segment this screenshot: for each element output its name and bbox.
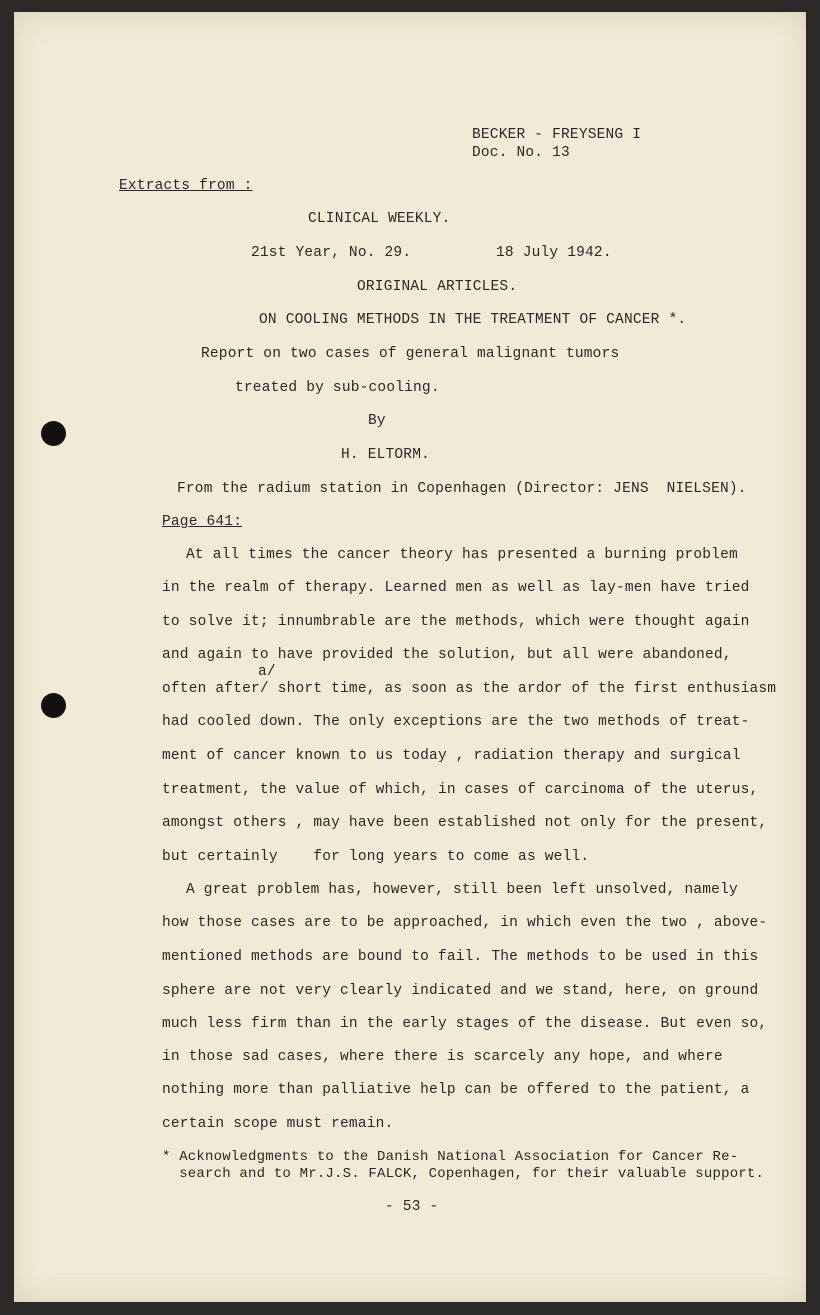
punch-hole (41, 693, 66, 718)
section-heading: ORIGINAL ARTICLES. (357, 279, 518, 295)
body-line: to solve it; innumbrable are the methods, which were thought again (162, 614, 750, 630)
body-line: treatment, the value of which, in cases of carcinoma of the uterus, (162, 782, 759, 798)
body-line: mentioned methods are bound to fail. The methods to be used in this (162, 949, 759, 965)
footnote: search and to Mr.J.S. FALCK, Copenhagen, for their valuable support. (162, 1166, 765, 1182)
body-line: ment of cancer known to us today , radiation therapy and surgical (162, 748, 741, 764)
by-line: By (368, 413, 386, 429)
body-line: amongst others , may have been established not only for the present, (162, 815, 768, 831)
body-line: often after/ short time, as soon as the ardor of the first enthusiasm (162, 681, 777, 697)
page-number: - 53 - (385, 1199, 439, 1215)
handwritten-insertion: a/ (258, 664, 276, 680)
issue-date: 18 July 1942. (496, 245, 612, 261)
issue-number: 21st Year, No. 29. (251, 245, 412, 261)
body-line: in the realm of therapy. Learned men as well as lay-men have tried (162, 580, 750, 596)
body-line: certain scope must remain. (162, 1116, 394, 1132)
document-number: Doc. No. 13 (472, 145, 570, 161)
article-subtitle: treated by sub-cooling. (235, 380, 440, 396)
body-line: sphere are not very clearly indicated and we stand, here, on ground (162, 983, 759, 999)
body-line: A great problem has, however, still been left unsolved, namely (186, 882, 738, 898)
body-line: At all times the cancer theory has presented a burning problem (186, 547, 738, 563)
page-reference: Page 641: (162, 514, 243, 530)
body-line: much less firm than in the early stages of the disease. But even so, (162, 1016, 768, 1032)
author-name: H. ELTORM. (341, 447, 431, 463)
punch-hole (41, 421, 66, 446)
body-line: how those cases are to be approached, in which even the two , above- (162, 915, 768, 931)
footnote: * Acknowledgments to the Danish National Association for Cancer Re- (162, 1149, 739, 1165)
body-line: nothing more than palliative help can be offered to the patient, a (162, 1082, 750, 1098)
affiliation: From the radium station in Copenhagen (Director: JENS NIELSEN). (177, 481, 747, 497)
extracts-label: Extracts from : (119, 178, 253, 194)
body-line: in those sad cases, where there is scarcely any hope, and where (162, 1049, 723, 1065)
journal-name: CLINICAL WEEKLY. (308, 211, 451, 227)
body-line: and again to have provided the solution, but all were abandoned, (162, 647, 732, 663)
article-title: ON COOLING METHODS IN THE TREATMENT OF CANCER *. (259, 312, 687, 328)
article-subtitle: Report on two cases of general malignant tumors (201, 346, 620, 362)
body-line: had cooled down. The only exceptions are the two methods of treat- (162, 714, 750, 730)
body-line: but certainly for long years to come as well. (162, 849, 590, 865)
case-reference: BECKER - FREYSENG I (472, 127, 642, 143)
